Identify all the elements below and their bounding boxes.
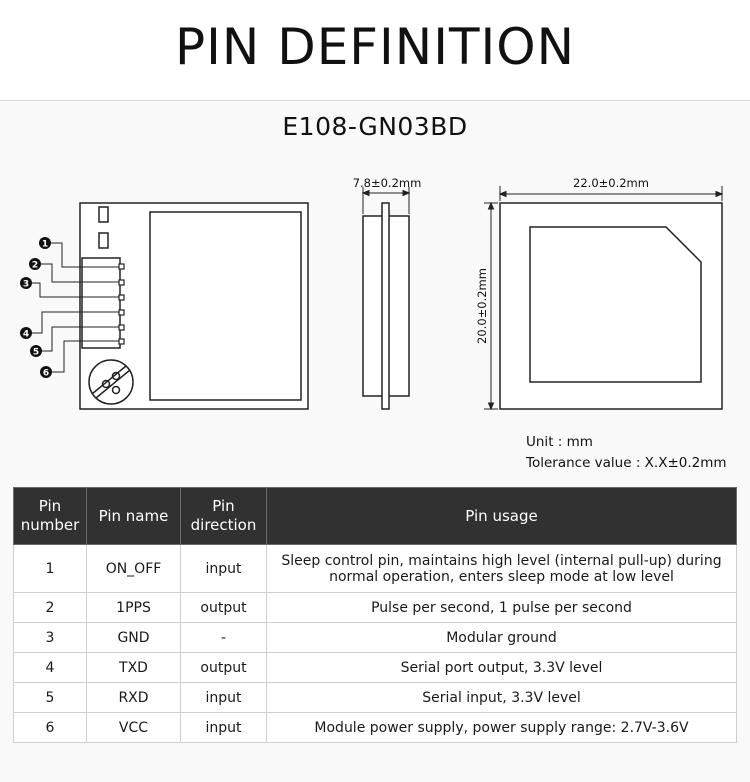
table-row: [14, 623, 737, 653]
table-row: [14, 683, 737, 713]
module-bottom-view: [500, 203, 722, 409]
pin-marker-6: [40, 366, 52, 379]
pin-direction-cell: input: [181, 545, 267, 593]
pin-usage-cell: Module power supply, power supply range: 2.7V-3.6V: [267, 713, 737, 743]
module-drawing: [0, 160, 750, 420]
module-side-view: [363, 203, 409, 409]
pin-direction-cell: input: [181, 683, 267, 713]
pin-direction-cell: -: [181, 623, 267, 653]
svg-text:5: 5: [32, 347, 40, 358]
svg-text:3: 3: [22, 279, 30, 290]
pin-usage-cell: Sleep control pin, maintains high level (internal pull-up) during normal operation, enters sleep mode at low level: [267, 545, 737, 593]
width-label: 22.0±0.2mm: [573, 176, 649, 190]
pin-marker-5: [30, 345, 42, 358]
header-pin-direction: Pin direction: [181, 488, 267, 545]
pin-name-cell: VCC: [87, 713, 181, 743]
height-label: 20.0±0.2mm: [475, 268, 489, 344]
pin-marker-3: [20, 277, 32, 290]
pin-name-cell: ON_OFF: [87, 545, 181, 593]
svg-text:1: 1: [41, 239, 49, 250]
pin-number-cell: 6: [14, 713, 87, 743]
pin-markers: [20, 237, 52, 379]
table-header-row: [14, 488, 737, 545]
header-pin-number: Pin number: [14, 488, 87, 545]
pin-number-cell: 2: [14, 593, 87, 623]
pin-direction-cell: input: [181, 713, 267, 743]
drawing-notes: [526, 432, 727, 474]
page-title: PIN DEFINITION: [175, 18, 575, 76]
module-top-view: [80, 203, 308, 409]
pin-marker-1: [39, 237, 51, 250]
pin-number-cell: 5: [14, 683, 87, 713]
header-pin-usage: Pin usage: [267, 488, 737, 545]
pin-name-cell: 1PPS: [87, 593, 181, 623]
pin-number-cell: 1: [14, 545, 87, 593]
pin-usage-cell: Serial port output, 3.3V level: [267, 653, 737, 683]
pin-marker-2: [29, 258, 41, 271]
tolerance-note: Tolerance value : X.X±0.2mm: [526, 455, 727, 471]
svg-text:6: 6: [42, 368, 50, 379]
table-row: [14, 545, 737, 593]
pin-marker-4: [20, 327, 32, 340]
pin-usage-cell: Serial input, 3.3V level: [267, 683, 737, 713]
pin-table: [13, 487, 737, 743]
table-row: [14, 713, 737, 743]
svg-text:4: 4: [22, 329, 30, 340]
pin-number-cell: 4: [14, 653, 87, 683]
pin-number-cell: 3: [14, 623, 87, 653]
svg-text:2: 2: [31, 260, 39, 271]
model-name: E108-GN03BD: [282, 112, 468, 141]
pin-direction-cell: output: [181, 593, 267, 623]
header-pin-name: Pin name: [87, 488, 181, 545]
pin-usage-cell: Pulse per second, 1 pulse per second: [267, 593, 737, 623]
pin-direction-cell: output: [181, 653, 267, 683]
pin-usage-cell: Modular ground: [267, 623, 737, 653]
pin-name-cell: GND: [87, 623, 181, 653]
pin-name-cell: RXD: [87, 683, 181, 713]
table-row: [14, 653, 737, 683]
pin-name-cell: TXD: [87, 653, 181, 683]
unit-note: Unit : mm: [526, 434, 593, 450]
thickness-label: 7.8±0.2mm: [352, 176, 422, 190]
table-row: [14, 593, 737, 623]
